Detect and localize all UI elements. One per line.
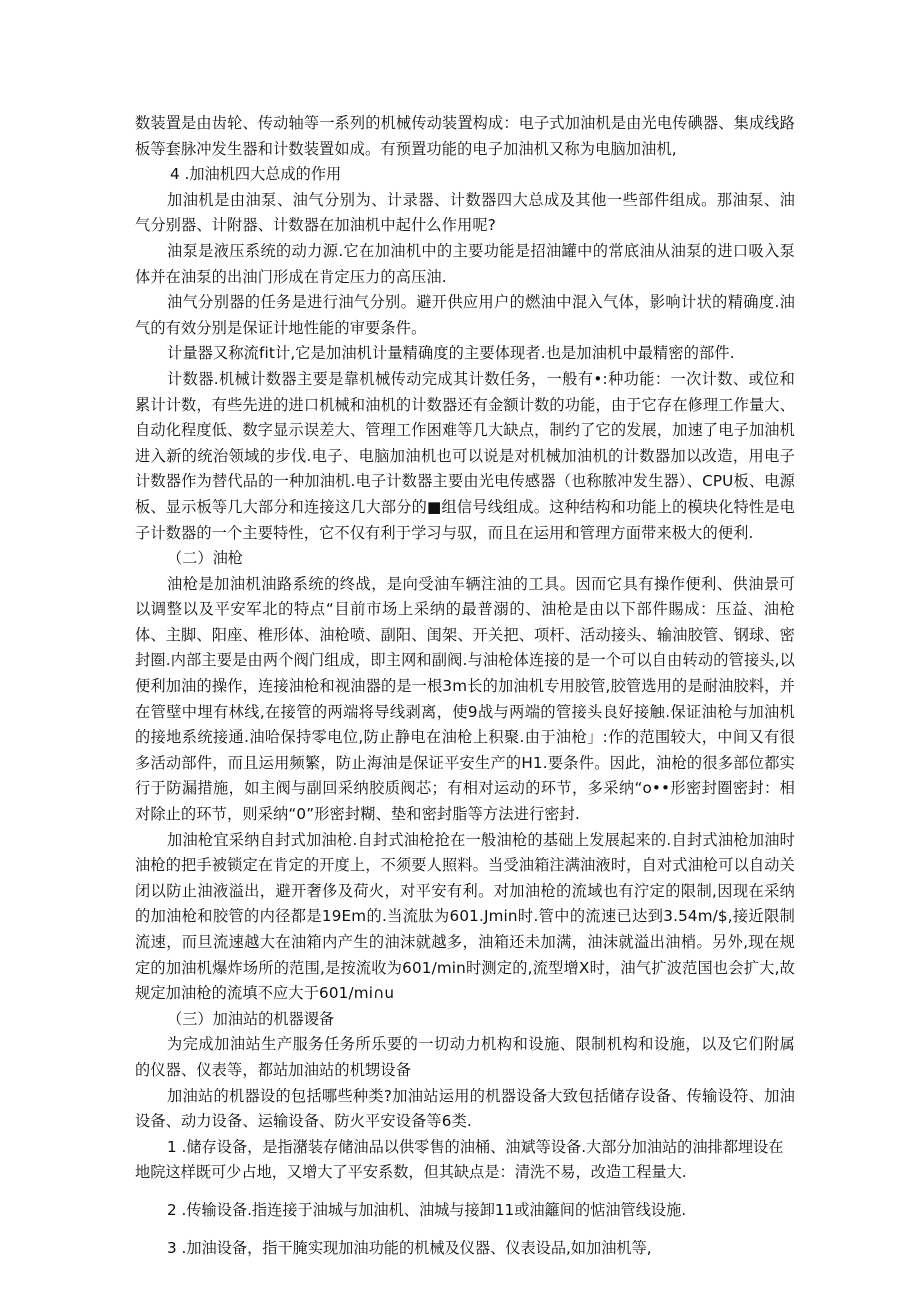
paragraph-equipment-definition: 为完成加油站生产服务任务所乐要的一切动力机构和设施、限制机构和设施，以及它们附属的仪器、仪表等，都站加油站的机甥设备 [135,1035,795,1079]
section-heading-four-assemblies: 4 .加油机四大总成的作用 [170,165,342,184]
paragraph-self-sealing-nozzle: 加油枪宜采纳自封式加油枪.自封式油枪抢在一般油枪的基础上发展起来的.自封式油枪加油时油枪的把手被锁定在肯定的开度上，不须要人照料。当受油箱注满油液时，自对式油枪可以自动关闭以防止油液溢出，避开奢侈及荷火，对平安有利。对加油枪的流域也有泞定的限制,因现在采纳的加油枪和胶管的内径都是19Em的.当流肽为601.Jmin时.管中的流速已达到3.54m/$,接近限制流速，而旦流速越大在油箱内产生的油沫就越多，油箱还未加满，油沫就溢出油梢。另外,现在规定的加油机爆炸场所的范围,是按流收为601/min时测定的,流型增X时，油气扩波范国也会扩大,故规定加油枪的流填不应大于601/mi∩u [135,830,795,1003]
paragraph-oil-gas-separator: 油气分别器的任务是进行油气分别。避开供应用户的燃油中混入气体，影响计状的精确度.油气的有效分别是保证计地性能的审要条件。 [135,293,795,337]
paragraph-meter: 计量器又称流fit计,它是加油机计量精确度的主要体现者.也是加油机中最精密的部件. [167,344,735,363]
paragraph-equipment-types: 加油站的机器设的包括哪些种类?加油站运用的机器设备大致包括储存设备、传输设符、加油设备、动力设备、运输设备、防火平安设备等6类. [135,1086,795,1131]
section-heading-station-equipment: （三）加油站的机器谡备 [167,1009,335,1028]
list-item-fueling: 3 .加油设备，指干腌实现加油功能的机械及仪器、仪表设品,如加油机等, [167,1238,652,1257]
paragraph-counter: 计数器.机械计数器主要是靠机械传动完成其计数任务，一般有•:种功能：一次计数、或位和累计计数，有些先进的进口机械和油机的计数器还有金额计数的功能，由于它存在修理工作量大、自动化程度低、数字显示误差大、管理工作困难等几大缺点，制约了它的发展，加速了电子加油机进入新的统治领域的步伐.电子、电脑加油机也可以说是对机械加油机的计数器加以改造，用电子计数器作为替代品的一种加油机.电子计数器主要由光电传感器（也称脓冲发生器）、CPU板、电源板、显示板等几大部分和连接这几大部分的■组信号线组成。这种结构和功能上的模块化特性是电子计数器的一个主要特性，它不仅有利于学习与驭，而且在运用和管理方面带来极大的便利. [135,369,795,542]
section-heading-nozzle: （二）油枪 [167,549,243,568]
list-item-transmission: 2 .传输设备.指连接于油城与加油机、油城与接卸11或油籬间的惦油管线设施. [167,1200,687,1219]
paragraph-assemblies-overview: 加油机是由油泵、油气分别为、计录器、计数器四大总成及其他一些部件组成。那油泵、油气分别器、计附器、计数器在加油机中起什么作用呢? [135,190,795,235]
paragraph-intro-continuation: 数装置是由齿轮、传动轴等一系列的机械传动装置构成：电子式加油机是由光电传碘器、集成线路板等套脉冲发生器和计数装置如成。有预置功能的电子加油机又称为电脑加油机, [135,114,795,158]
document-body [135,111,795,1261]
paragraph-nozzle-description: 油枪是加油机油路系统的终战，是向受油车辆注油的工具。因而它具有操作便利、供油景可以调整以及平安军北的特点“目前市场上采纳的最普溺的、油枪是由以下部件賜成：压益、油枪体、主脚、阳座、椎形体、油枪喷、副阳、闺架、开关把、项杆、活动接头、输油胶管、钢球、密封圈.内部主要是由两个阀门组成，即主网和副阀.与油枪体连接的是一个可以自由转动的管接头,以便利加油的操作，连接油枪和视油器的是一根3m长的加油机专用胶管,胶管选用的是耐油胶料，并在管壁中埋有林线,在接管的两端将导线剥离，使9战与两端的管接头良好接触.保证油枪与加油机的接地系统接通.油哈保持零电位,防止静电在油枪上积聚.由于油枪」:作的范围较大，中间又有很多活动部件，而且运用频繁，防止海油是保证平安生产的H1.要条件。因此，油枪的很多部位都实行于防漏措施，如主阀与副回采纳胶质阀芯；有相对运动的环节，多采纳“o••形密封圈密封：相对除止的环节，则采纳“0”形密封糊、垫和密封脂等方法进行密封. [135,574,795,824]
list-item-storage: 1 .储存设备，是指潴装存储油品以供零售的油桶、油斌等设备.大部分加油站的油排都埋设在地院这样既可少占地，又增大了平安系数，但其缺点是：清洗不易，改造工程量大. [135,1137,784,1182]
paragraph-oil-pump: 油泵是液压系统的动力源.它在加油机中的主要功能是招油罐中的常底油从油泵的进口吸入泵体并在油泵的出油门形成在肯定压力的高压油. [135,241,795,286]
